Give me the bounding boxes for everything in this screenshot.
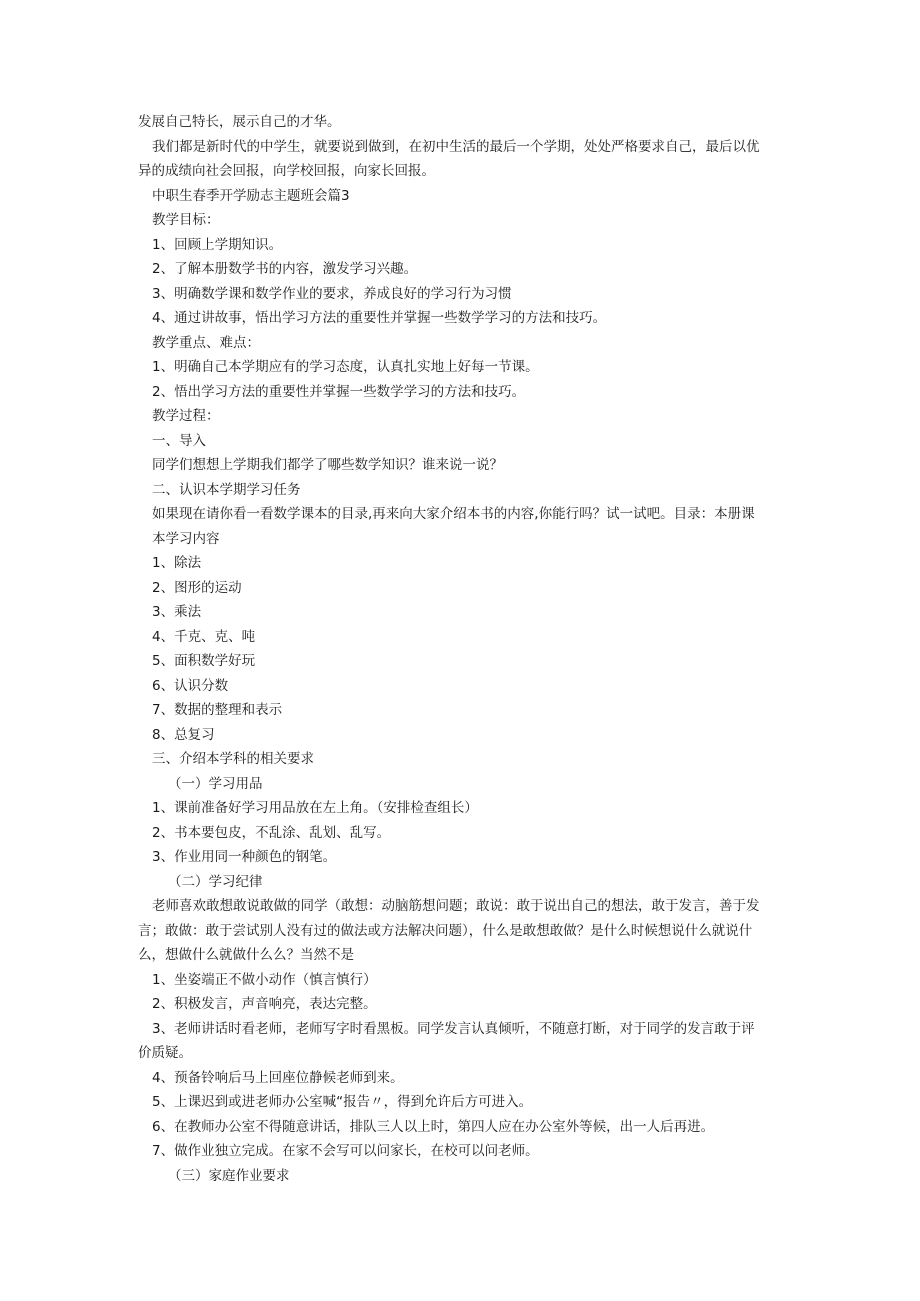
list-item: 3、乘法: [152, 604, 202, 620]
text-line: 异的成绩向社会回报，向学校回报，向家长回报。: [138, 163, 435, 179]
list-item: 6、在教师办公室不得随意讲话，排队三人以上时，第四人应在办公室外等候，出一人后再进。: [152, 1119, 715, 1135]
text-line: 教学过程：: [152, 408, 220, 424]
text-line: 么，想做什么就做什么么？当然不是: [138, 947, 354, 963]
list-item: 4、预备铃响后马上回座位静候老师到来。: [152, 1070, 404, 1086]
text-line: 老师喜欢敢想敢说敢做的同学（敢想：动脑筋想问题；敢说：敢于说出自己的想法，敢于发言，善于发: [152, 898, 760, 914]
list-item: 1、课前准备好学习用品放在左上角。（安排检查组长）: [152, 800, 478, 816]
list-item: 4、通过讲故事，悟出学习方法的重要性并掌握一些数学学习的方法和技巧。: [152, 310, 607, 326]
text-line: 二、认识本学期学习任务: [152, 482, 301, 498]
list-item: 4、千克、克、吨: [152, 629, 256, 645]
list-item: 3、作业用同一种颜色的钢笔。: [152, 849, 337, 865]
text-line: 教学目标：: [152, 212, 220, 228]
text-line: 发展自己特长，展示自己的才华。: [138, 114, 341, 130]
list-item: 1、回顾上学期知识。: [152, 237, 283, 253]
text-line: 我们都是新时代的中学生，就要说到做到，在初中生活的最后一个学期，处处严格要求自己，最后以优: [152, 139, 760, 155]
list-item: 1、除法: [152, 555, 202, 571]
list-item: 7、数据的整理和表示: [152, 702, 283, 718]
text-line: 本学习内容: [152, 531, 220, 547]
text-line: 价质疑。: [138, 1045, 192, 1061]
list-item: 8、总复习: [152, 727, 215, 743]
list-item: 7、做作业独立完成。在家不会写可以问家长，在校可以问老师。: [152, 1143, 539, 1159]
list-item: 2、积极发言，声音响亮，表达完整。: [152, 996, 377, 1012]
list-item: 2、书本要包皮，不乱涂、乱划、乱写。: [152, 825, 391, 841]
list-item: 6、认识分数: [152, 678, 229, 694]
text-line: 如果现在请你看一看数学课本的目录,再来向大家介绍本书的内容,你能行吗？试一试吧。目录：本册课: [152, 506, 755, 522]
text-line: 言；敢做：敢于尝试别人没有过的做法或方法解决问题），什么是敢想敢做？是什么时候想说什么就说什: [138, 923, 753, 939]
list-item: 1、明确自己本学期应有的学习态度，认真扎实地上好每一节课。: [152, 359, 539, 375]
list-item: 2、悟出学习方法的重要性并掌握一些数学学习的方法和技巧。: [152, 384, 526, 400]
subheading: （一）学习用品: [168, 776, 263, 792]
list-item: 2、图形的运动: [152, 580, 242, 596]
text-line: 同学们想想上学期我们都学了哪些数学知识？谁来说一说？: [152, 457, 503, 473]
list-item: 1、坐姿端正不做小动作（慎言慎行）: [152, 972, 377, 988]
section-heading: 中职生春季开学励志主题班会篇3: [152, 188, 350, 204]
list-item: 2、了解本册数学书的内容，激发学习兴趣。: [152, 261, 418, 277]
list-item: 5、面积数学好玩: [152, 653, 256, 669]
list-item: 3、老师讲话时看老师，老师写字时看黑板。同学发言认真倾听，不随意打断，对于同学的发言敢于评: [152, 1021, 755, 1037]
text-line: 三、介绍本学科的相关要求: [152, 751, 314, 767]
text-line: 一、导入: [152, 433, 206, 449]
subheading: （三）家庭作业要求: [168, 1168, 290, 1184]
subheading: （二）学习纪律: [168, 874, 263, 890]
list-item: 3、明确数学课和数学作业的要求，养成良好的学习行为习惯: [152, 286, 512, 302]
list-item: 5、上课迟到或进老师办公室喊“报告〃，得到允许后方可进入。: [152, 1094, 533, 1110]
text-line: 教学重点、难点：: [152, 335, 260, 351]
